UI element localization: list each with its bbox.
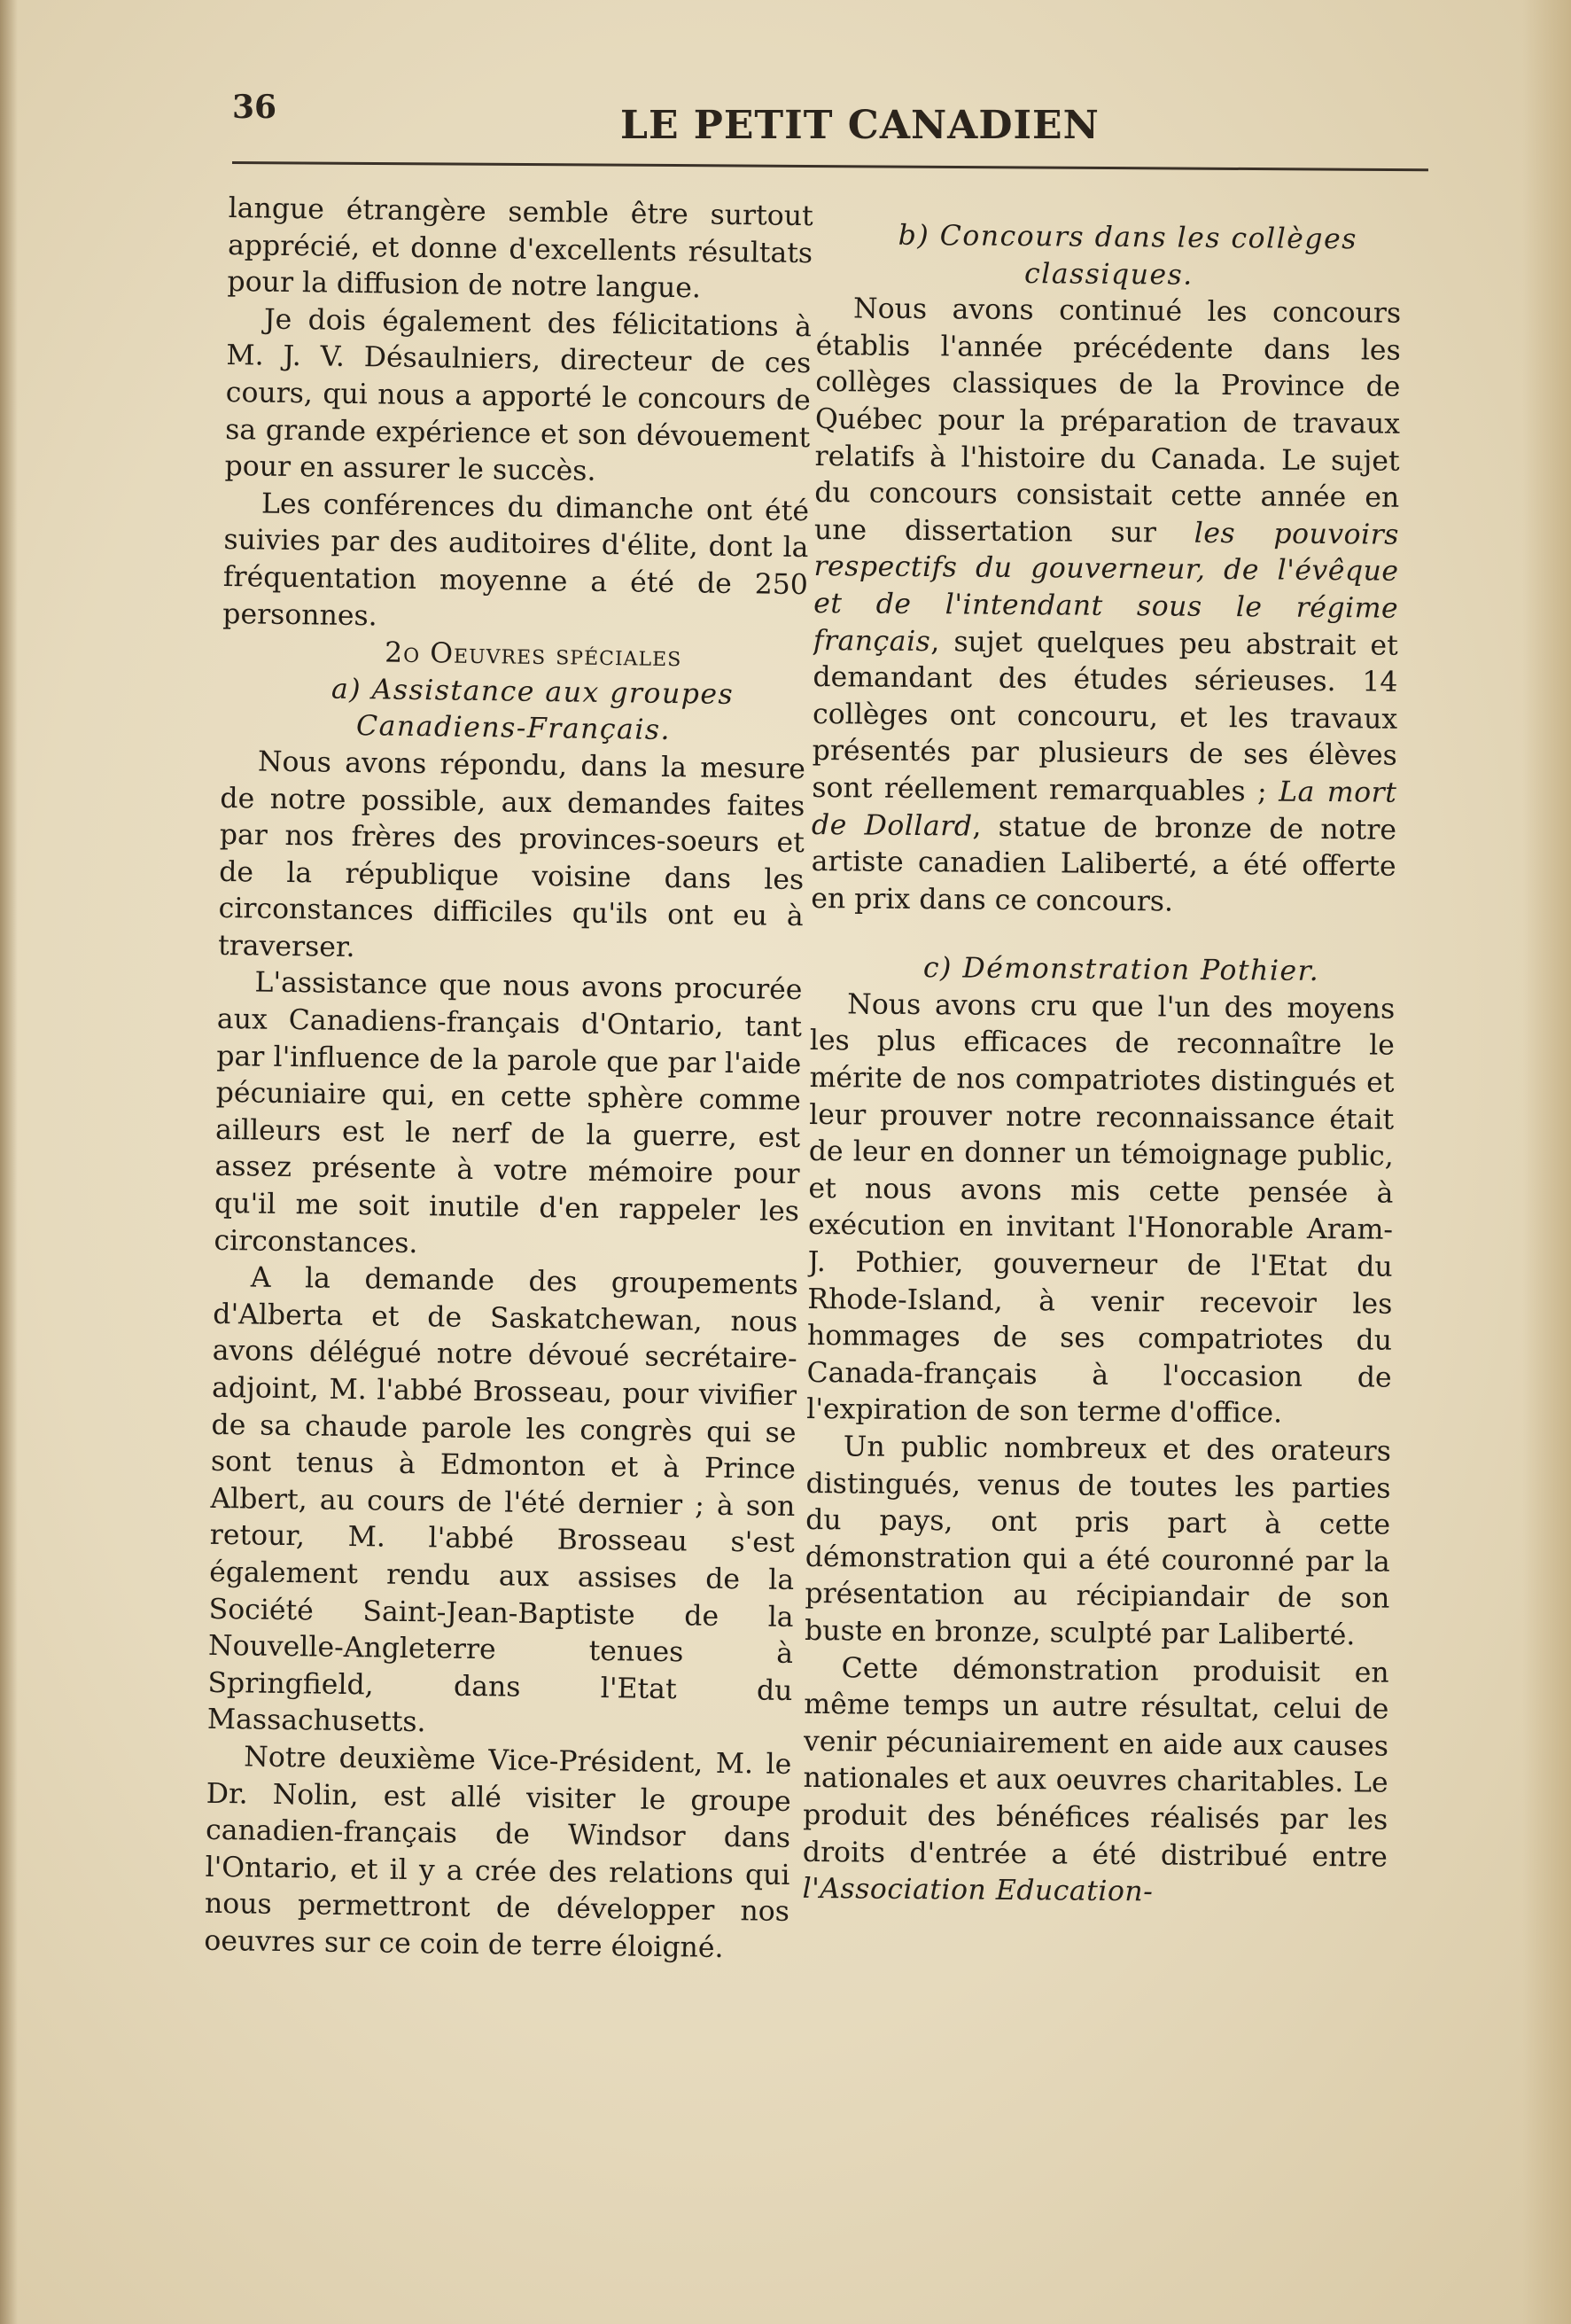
paragraph: Les conférences du dimanche ont été suivies par des auditoires d'élite, dont la fréquentation moyenne a été de 250 personnes. xyxy=(222,487,810,632)
subheading-assistance: a) Assistance aux groupes Canadiens-Français. xyxy=(331,673,735,747)
section-heading: 2o Oeuvres spéciales xyxy=(384,636,682,674)
right-column xyxy=(801,217,1402,2084)
paragraph: Notre deuxième Vice-Président, M. le Dr. Nolin, est allé visiter le groupe canadien-français de Windsor dans l'Ontario, et il y a crée des relations qui nous permettront de développer nos oeuvres sur ce coin de terre éloigné. xyxy=(204,1741,792,1964)
page-edge-shadow-left xyxy=(0,0,18,2324)
page-edge-shadow-right xyxy=(1522,0,1571,2324)
paragraph: Je dois également des félicitations à M. J. V. Désaulniers, directeur de ces cours, qui nous a apporté le concours de sa grande expérience et son dévouement pour en assurer le succès. xyxy=(224,303,813,487)
italic-title: les pouvoirs respectifs du gouverneur, de l'évêque et de l'intendant sous le régime français xyxy=(813,517,1400,658)
page-number: 36 xyxy=(232,89,277,126)
paragraph: langue étrangère semble être surtout apprécié, et donne d'excellents résultats pour la diffusion de notre langue. xyxy=(227,191,813,305)
running-head: LE PETIT CANADIEN xyxy=(620,103,1100,148)
text-run: , sujet quelques peu abstrait et demandant des études sérieuses. 14 collèges ont concouru, et les travaux présentés par plusieurs de ses élèves sont réellement remarquables ; xyxy=(812,625,1398,808)
paragraph: Nous avons cru que l'un des moyens les plus efficaces de reconnaître le mérite de nos compatriotes distingués et leur prouver notre reconnaissance était de leur en donner un témoignage public, et nous avons mis cette pensée à exécution en invitant l'Honorable Aram-J. Pothier, gouverneur de l'Etat du Rhode-Island, à venir recevoir les hommages de ses compatriotes du Canada-français à l'occasion de l'expiration de son terme d'office. xyxy=(806,988,1396,1431)
paragraph: A la demande des groupements d'Alberta et de Saskatchewan, nous avons délégué notre dévoué secrétaire-adjoint, M. l'abbé Brosseau, pour vivifier de sa chaude parole les congrès qui se sont tenus à Edmonton et à Prince Albert, au cours de l'été dernier ; à son retour, M. l'abbé Brosseau s'est également rendu aux assises de la Société Saint-Jean-Baptiste de la Nouvelle-Angleterre tenues à Springfield, dans l'Etat du Massachusetts. xyxy=(206,1261,799,1739)
subheading-concours: b) Concours dans les collèges classiques. xyxy=(898,219,1358,292)
italic-title: La mort de Dollard xyxy=(811,776,1397,843)
paragraph: Un public nombreux et des orateurs distingués, venus de toutes les parties du pays, ont pris part à cette démonstration qui a été couronné par la présentation au récipiandair de son buste en bronze, sculpté par Laliberté. xyxy=(804,1431,1392,1652)
text-run: Nous avons continué les concours établis l'année précédente dans les collèges classiques de la Province de Québec pour la préparation de travaux relatifs à l'histoire du Canada. Le sujet du concours consistait cette année en une dissertation sur xyxy=(813,292,1402,550)
paragraph: Nous avons répondu, dans la mesure de notre possible, aux demandes faites par nos frères des provinces-soeurs et de la république voisine dans les circonstances difficiles qu'ils ont eu à traverser. xyxy=(217,745,806,963)
subheading-demonstration: c) Démonstration Pothier. xyxy=(922,952,1320,988)
text-run: , statue de bronze de notre artiste canadien Laliberté, a été offerte en prix dans ce concours. xyxy=(811,810,1397,918)
paragraph xyxy=(811,291,1401,923)
header-rule xyxy=(232,161,1428,171)
text-run: Cette démonstration produisit en même temps un autre résultat, celui de venir pécuniairement en aide aux causes nationales et aux oeuvres charitables. Le produit des bénéfices réalisés par les droits d'entrée a été distribué entre xyxy=(802,1651,1389,1874)
italic-title: l'Association Education- xyxy=(802,1873,1154,1908)
paragraph xyxy=(802,1650,1389,1914)
paragraph: L'assistance que nous avons procurée aux Canadiens-français d'Ontario, tant par l'influence de la parole que par l'aide pécuniaire qui, en cette sphère comme ailleurs est le nerf de la guerre, est assez présente à votre mémoire pour qu'il me soit inutile d'en rappeler les circonstances. xyxy=(214,966,803,1259)
left-column xyxy=(203,191,813,2060)
